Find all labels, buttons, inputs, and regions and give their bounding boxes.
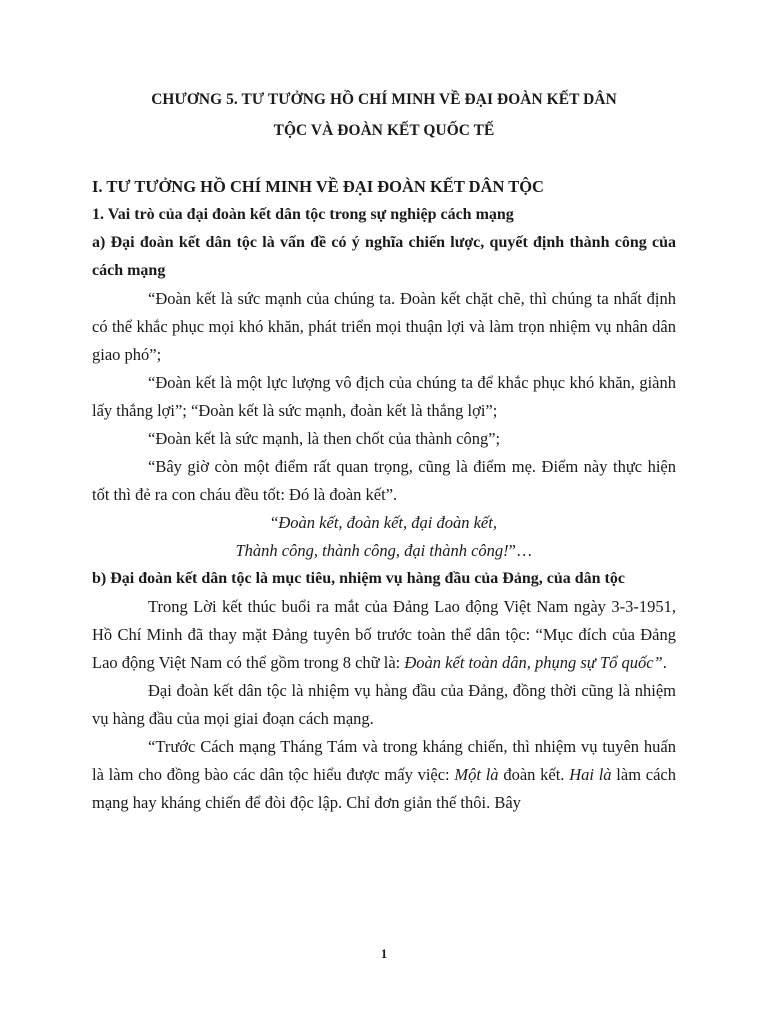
quote-paragraph-4: “Bây giờ còn một điểm rất quan trọng, cũng là điểm mẹ. Điểm này thực hiện tốt thì đẻ ra con cháu đều tốt: Đó là đoàn kết”. bbox=[92, 457, 676, 504]
quote-paragraph-2: “Đoàn kết là một lực lượng vô địch của chúng ta để khắc phục khó khăn, giành lấy thắng lợi”; “Đoàn kết là sức mạnh, đoàn kết là thắng lợi”; bbox=[92, 373, 676, 420]
para3-text-3: làm cách mạng hay kháng chiến để đòi độc lập. Chỉ đơn giản thế thôi. Bây bbox=[92, 765, 676, 812]
para1-text: Trong Lời kết thúc buổi ra mắt của Đảng Lao động Việt Nam ngày 3-3-1951, Hồ Chí Minh đã thay mặt Đảng tuyên bố trước toàn thể dân tộc: “Mục đích của Đảng Lao động Việt Nam có thể gồm trong 8 chữ là: bbox=[92, 597, 676, 672]
verse-open-quote: “ bbox=[271, 513, 279, 532]
para3-text-1: “Trước Cách mạng Tháng Tám và trong kháng chiến, thì nhiệm vụ tuyên huấn là làm cho đồng bào các dân tộc hiểu được mấy việc: bbox=[92, 737, 676, 784]
body-paragraph-1 bbox=[92, 593, 676, 677]
chapter-title-line-1: CHƯƠNG 5. TƯ TƯỞNG HỒ CHÍ MINH VỀ ĐẠI ĐOÀN KẾT DÂN bbox=[151, 91, 617, 108]
body-paragraph-2: Đại đoàn kết dân tộc là nhiệm vụ hàng đầu của Đảng, đồng thời cũng là nhiệm vụ hàng đầu của mọi giai đoạn cách mạng. bbox=[92, 681, 676, 728]
chapter-title bbox=[92, 84, 676, 146]
para1-italic: Đoàn kết toàn dân, phụng sự Tổ quốc” bbox=[404, 653, 663, 672]
subsection-heading: 1. Vai trò của đại đoàn kết dân tộc trong sự nghiệp cách mạng bbox=[92, 206, 514, 223]
para1-end: . bbox=[662, 653, 667, 672]
verse-close-quote: ”… bbox=[508, 541, 533, 560]
point-a-heading: a) Đại đoàn kết dân tộc là vấn đề có ý nghĩa chiến lược, quyết định thành công của cách mạng bbox=[92, 234, 676, 279]
point-b-heading: b) Đại đoàn kết dân tộc là mục tiêu, nhiệm vụ hàng đầu của Đảng, của dân tộc bbox=[92, 570, 625, 587]
verse-line-2-text: Thành công, thành công, đại thành công! bbox=[235, 541, 509, 560]
verse-line-1-text: Đoàn kết, đoàn kết, đại đoàn kết, bbox=[278, 513, 497, 532]
quote-paragraph-3: “Đoàn kết là sức mạnh, là then chốt của thành công”; bbox=[148, 429, 501, 448]
quote-paragraph-1: “Đoàn kết là sức mạnh của chúng ta. Đoàn kết chặt chẽ, thì chúng ta nhất định có thể khắc phục mọi khó khăn, phát triển mọi thuận lợi và làm trọn nhiệm vụ nhân dân giao phó”; bbox=[92, 289, 676, 364]
page-number: 1 bbox=[380, 946, 388, 961]
document-body bbox=[92, 173, 676, 817]
section-heading: I. TƯ TƯỞNG HỒ CHÍ MINH VỀ ĐẠI ĐOÀN KẾT DÂN TỘC bbox=[92, 177, 544, 196]
para3-italic-1: Một là bbox=[454, 765, 499, 784]
body-paragraph-3 bbox=[92, 733, 676, 817]
verse-line-2 bbox=[92, 537, 676, 565]
chapter-title-line-2: TỘC VÀ ĐOÀN KẾT QUỐC TẾ bbox=[273, 122, 495, 139]
para3-text-2: đoàn kết. bbox=[498, 765, 570, 784]
verse-line-1 bbox=[92, 509, 676, 537]
para3-italic-2: Hai là bbox=[569, 765, 612, 784]
